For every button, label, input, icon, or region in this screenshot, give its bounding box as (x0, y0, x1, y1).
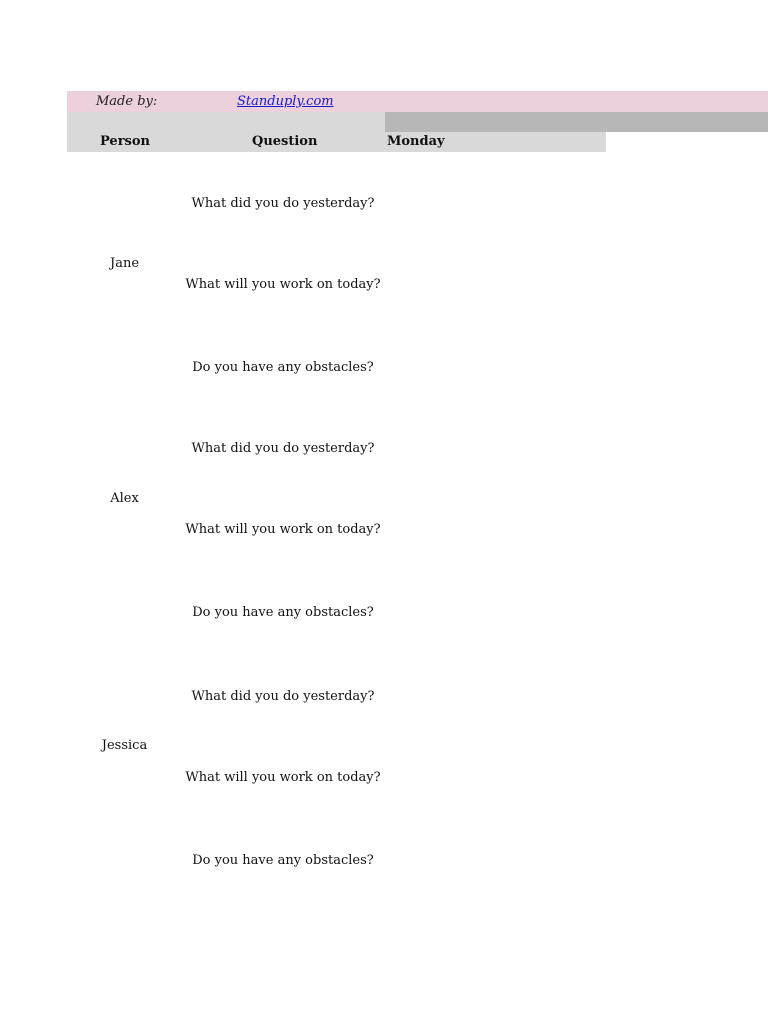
question-yesterday: What did you do yesterday? (191, 689, 375, 704)
column-header-question: Question (252, 134, 318, 149)
question-today: What will you work on today? (185, 277, 381, 292)
question-today: What will you work on today? (185, 770, 381, 785)
person-name-alex: Alex (110, 491, 139, 506)
person-name-jessica: Jessica (101, 738, 148, 753)
question-obstacles: Do you have any obstacles? (192, 605, 374, 620)
question-today: What will you work on today? (185, 522, 381, 537)
column-header-person: Person (100, 134, 150, 149)
question-obstacles: Do you have any obstacles? (192, 360, 374, 375)
header-week-bar (385, 112, 768, 132)
made-by-label: Made by: (96, 94, 158, 109)
question-yesterday: What did you do yesterday? (191, 196, 375, 211)
column-header-monday: Monday (387, 134, 445, 149)
question-yesterday: What did you do yesterday? (191, 441, 375, 456)
question-obstacles: Do you have any obstacles? (192, 853, 374, 868)
made-by-band (67, 91, 768, 112)
standuply-link[interactable]: Standuply.com (237, 94, 334, 109)
person-name-jane: Jane (109, 256, 140, 271)
